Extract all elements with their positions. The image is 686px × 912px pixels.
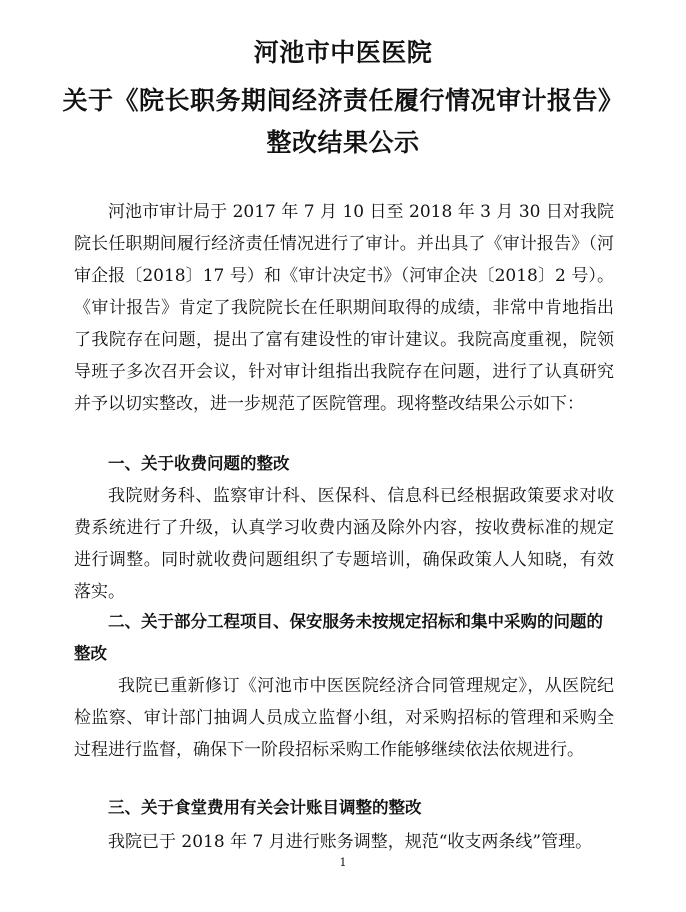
title-report-name: 关于《院长职务期间经济责任履行情况审计报告》 [62, 86, 624, 115]
section-3-body: 我院已于 2018 年 7 月进行账务调整，规范“收支两条线”管理。 [108, 832, 593, 852]
page-number: 1 [339, 856, 347, 869]
section-2-heading: 二、关于部分工程项目、保安服务未按规定招标和集中采购的问题的整改 [74, 612, 603, 663]
section-3-heading: 三、关于食堂费用有关会计账目调整的整改 [108, 798, 422, 817]
section-1-body: 我院财务科、监察审计科、医保科、信息科已经根据政策要求对收费系统进行了升级，认真学习收费内涵及除外内容，按收费标准的规定进行调整。同时就收费问题组织了专题培训，确保政策人人知晓，有效落实。 [74, 486, 614, 602]
intro-paragraph: 河池市审计局于 2017 年 7 月 10 日至 2018 年 3 月 30 日对我院院长任职期间履行经济责任情况进行了审计。并出具了《审计报告》（河审企报〔2018〕17 号）和《审计决定书》（河审企决〔2018〕2 号）。《审计报告》肯定了我院院长在任职期间取得的成绩，非常中肯地指出了我院存在问题，提出了富有建设性的审计建议。我院高度重视，院领导班子多次召开会议，针对审计组指出我院存在问题，进行了认真研究并予以切实整改，进一步规范了医院管理。现将整改结果公示如下： [74, 202, 614, 414]
title-announcement: 整改结果公示 [266, 128, 420, 157]
section-1-heading: 一、关于收费问题的整改 [108, 454, 290, 473]
section-2-body: 我院已重新修订《河池市中医医院经济合同管理规定》，从医院纪检监察、审计部门抽调人员成立监督小组，对采购招标的管理和采购全过程进行监督，确保下一阶段招标采购工作能够继续依法依规进行。 [74, 676, 614, 760]
title-hospital-name: 河池市中医医院 [253, 38, 433, 67]
